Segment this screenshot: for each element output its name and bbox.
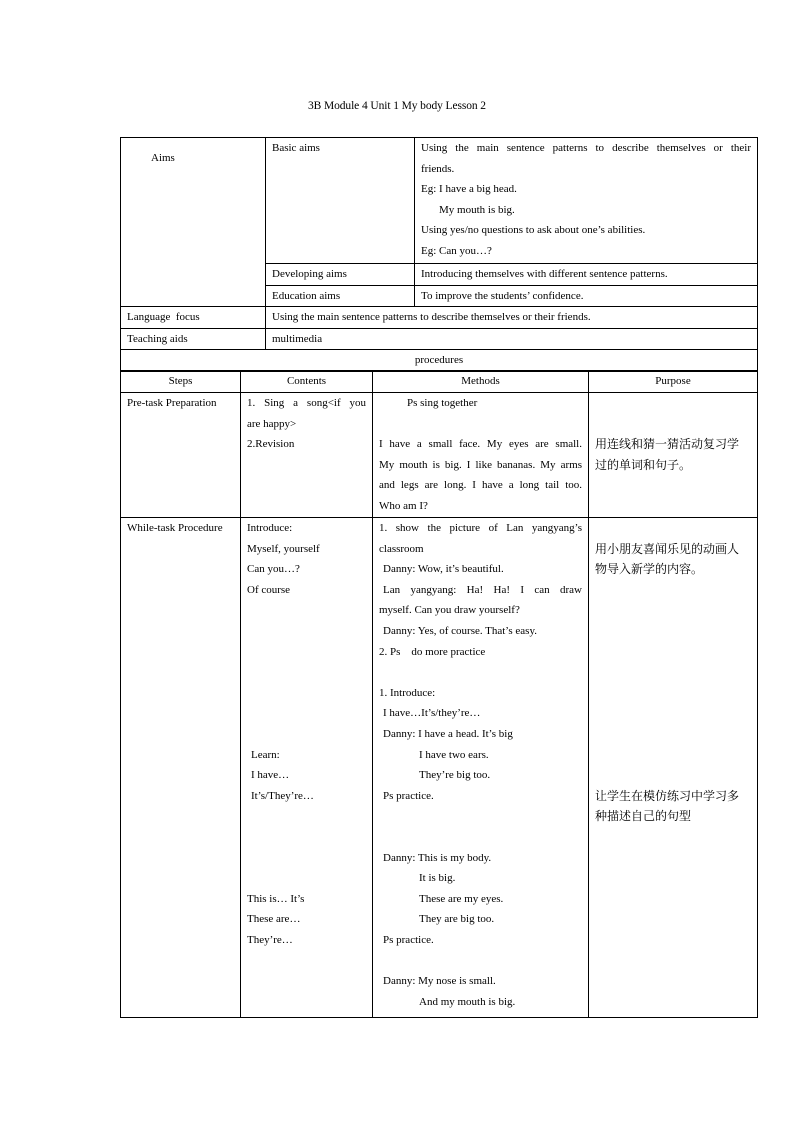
basic-aims-line: Using the main sentence patterns to describe themselves or their (421, 142, 751, 154)
document-title: 3B Module 4 Unit 1 My body Lesson 2 (308, 100, 486, 112)
teaching-aids-text: multimedia (272, 332, 323, 345)
whiletask-method-line: Danny: This is my body. (383, 851, 492, 864)
whiletask-method-line: myself. Can you draw yourself? (379, 604, 520, 617)
aims-label: Aims (151, 152, 175, 164)
header-contents: Contents (241, 371, 373, 393)
education-aims-text: To improve the students’ confidence. (421, 289, 584, 302)
teaching-aids-label: Teaching aids (127, 332, 188, 345)
language-focus-label-cell (121, 307, 266, 329)
education-aims-label-cell (266, 285, 415, 307)
whiletask-content-line: I have… (251, 769, 290, 782)
teaching-aids-text-cell (266, 328, 758, 350)
whiletask-purpose-line: 种描述自己的句型 (595, 809, 692, 824)
whiletask-content-line: This is… It’s (247, 892, 305, 905)
pretask-content-line: 1. Sing a song<if you (247, 397, 366, 409)
aims-cell (121, 138, 266, 307)
whiletask-method-line: These are my eyes. (419, 892, 504, 905)
whiletask-method-line: 2. Ps do more practice (379, 645, 486, 658)
pretask-content-cell (241, 393, 373, 518)
pretask-method-cell (373, 393, 589, 518)
basic-aims-line: Eg: I have a big head. (421, 183, 517, 196)
whiletask-content-line: Myself, yourself (247, 542, 320, 555)
whiletask-method-line: Ps practice. (383, 789, 434, 802)
whiletask-content-line: Introduce: (247, 522, 293, 534)
whiletask-content-line: Learn: (251, 748, 280, 761)
basic-aims-text-cell (415, 138, 758, 264)
whiletask-step-cell (121, 518, 241, 1018)
developing-aims-label: Developing aims (272, 268, 347, 280)
whiletask-method-line: Danny: My nose is small. (383, 975, 496, 988)
whiletask-method-line: Danny: Yes, of course. That’s easy. (383, 624, 537, 637)
pretask-step-cell (121, 393, 241, 518)
whiletask-method-line: They’re big too. (419, 769, 491, 782)
education-aims-label: Education aims (272, 289, 341, 302)
basic-aims-label-cell (266, 138, 415, 264)
education-aims-text-cell (415, 285, 758, 307)
pretask-method-line: Ps sing together (407, 397, 478, 409)
whiletask-method-line: Ps practice. (383, 933, 434, 946)
developing-aims-text: Introducing themselves with different sentence patterns. (421, 268, 668, 280)
teaching-aids-label-cell (121, 328, 266, 350)
whiletask-method-line: 1. Introduce: (379, 686, 436, 699)
pretask-purpose-line: 过的单词和句子。 (595, 457, 692, 472)
procedures-table (120, 370, 758, 1018)
basic-aims-label: Basic aims (272, 142, 320, 154)
whiletask-method-line: I have…It’s/they’re… (383, 707, 481, 720)
pretask-method-line: Who am I? (379, 499, 428, 512)
pretask-content-line: 2.Revision (247, 438, 295, 451)
whiletask-method-line: 1. show the picture of Lan yangyang’s (379, 522, 582, 534)
whiletask-method-line: It is big. (419, 872, 456, 885)
header-steps: Steps (121, 371, 241, 393)
whiletask-method-line: classroom (379, 542, 424, 555)
whiletask-method-line: They are big too. (419, 913, 495, 926)
procedures-heading: procedures (414, 354, 464, 367)
basic-aims-line: Eg: Can you…? (421, 244, 492, 257)
whiletask-purpose-line: 用小朋友喜闻乐见的动画人 (595, 541, 740, 556)
procedures-heading-cell (121, 350, 758, 372)
pretask-method-line: I have a small face. My eyes are small. (379, 438, 582, 451)
whiletask-content-line: It’s/They’re… (251, 789, 314, 802)
header-purpose: Purpose (589, 371, 758, 393)
whiletask-purpose-line: 物导入新学的内容。 (595, 562, 704, 577)
whiletask-purpose-line: 让学生在模仿练习中学习多 (595, 788, 740, 803)
whiletask-content-line: Can you…? (247, 563, 300, 576)
header-methods: Methods (373, 371, 589, 393)
developing-aims-label-cell (266, 264, 415, 286)
language-focus-text: Using the main sentence patterns to describe themselves or their friends. (272, 311, 591, 324)
whiletask-content-line: They’re… (247, 933, 293, 946)
pretask-method-line: and legs are long. I have a long tail too. (379, 479, 582, 492)
developing-aims-text-cell (415, 264, 758, 286)
whiletask-method-line: I have two ears. (419, 748, 489, 761)
whiletask-method-line: Danny: Wow, it’s beautiful. (383, 563, 504, 576)
whiletask-content-line: These are… (247, 913, 301, 926)
whiletask-method-line: Lan yangyang: Ha! Ha! I can draw (383, 583, 582, 596)
pretask-content-line: are happy> (247, 417, 297, 430)
basic-aims-line: friends. (421, 162, 455, 175)
whiletask-content-line: Of course (247, 583, 291, 596)
language-focus-label: Language focus (127, 311, 200, 324)
whiletask-content-cell (241, 518, 373, 1018)
pretask-purpose-cell (589, 393, 758, 518)
pretask-purpose-line: 用连线和猜一猜活动复习学 (595, 437, 740, 452)
whiletask-step: While-task Procedure (127, 522, 223, 534)
pretask-method-line: My mouth is big. I like bananas. My arms (379, 458, 582, 471)
whiletask-method-line: Danny: I have a head. It’s big (383, 727, 513, 740)
whiletask-method-cell (373, 518, 589, 1018)
aims-table (120, 137, 758, 372)
whiletask-purpose-cell (589, 518, 758, 1018)
pretask-step: Pre-task Preparation (127, 397, 217, 409)
basic-aims-line: Using yes/no questions to ask about one’s abilities. (421, 224, 646, 237)
language-focus-text-cell (266, 307, 758, 329)
whiletask-method-line: And my mouth is big. (419, 995, 516, 1008)
basic-aims-line: My mouth is big. (439, 203, 515, 216)
